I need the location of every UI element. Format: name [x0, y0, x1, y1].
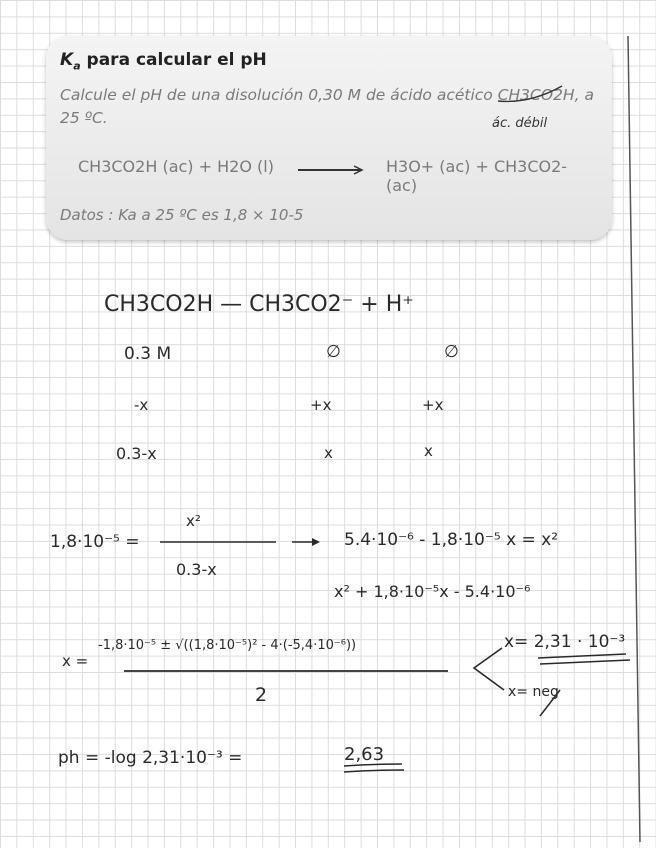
title-k-subscript: a: [73, 59, 81, 73]
solution-branch: [474, 648, 504, 690]
change-hydrogen: +x: [422, 396, 444, 414]
quadratic-formula-numerator: -1,8·10⁻⁵ ± √((1,8·10⁻⁵)² - 4·(-5,4·10⁻⁶)): [98, 638, 357, 653]
problem-text-a: Calcule el pH de una disolución 0,30 M de ácido acético: [60, 86, 498, 104]
dissociation-equation: CH3CO2H — CH3CO2⁻ + H⁺: [104, 292, 414, 317]
ka-arrow-head: [312, 538, 320, 546]
title-k: K: [60, 50, 74, 70]
quadratic-equation: x² + 1,8·10⁻⁵x - 5.4·10⁻⁶: [334, 582, 531, 601]
title-text: para calcular el pH: [80, 50, 267, 70]
reaction-lhs: CH3CO2H (ac) + H2O (l): [78, 157, 274, 176]
ph-result: 2,63: [344, 744, 385, 765]
handwritten-annotation: ác. débil: [492, 116, 548, 131]
x-label: x =: [62, 652, 89, 670]
problem-text-b: , a 25 ºC.: [60, 86, 594, 127]
equilibrium-acid: 0.3-x: [116, 444, 157, 463]
initial-acetate: ∅: [326, 342, 341, 362]
change-acetate: +x: [310, 396, 332, 414]
negative-strike: [540, 690, 560, 716]
ka-rearranged: 5.4·10⁻⁶ - 1,8·10⁻⁵ x = x²: [344, 530, 559, 550]
problem-formula: CH3CO2H: [497, 86, 575, 104]
given-data: Datos : Ka a 25 ºC es 1,8 × 10-5: [60, 206, 304, 224]
equilibrium-acetate: x: [324, 444, 333, 462]
change-acid: -x: [134, 396, 149, 414]
ka-expression: 1,8·10⁻⁵ =: [50, 532, 140, 552]
quadratic-formula-denominator: 2: [255, 684, 268, 706]
initial-acid: 0.3 M: [124, 344, 172, 364]
ka-numerator: x²: [186, 512, 201, 530]
equilibrium-hydrogen: x: [424, 442, 433, 460]
annotation-underline: [498, 86, 562, 101]
reaction-rhs: H3O+ (ac) + CH3CO2- (ac): [386, 157, 568, 195]
right-margin-line: [628, 36, 640, 842]
solution-underline: [538, 654, 630, 664]
x-solution-positive: x= 2,31 · 10⁻³: [504, 632, 626, 652]
ph-calculation: ph = -log 2,31·10⁻³ =: [58, 748, 243, 768]
ph-result-underline: [344, 764, 404, 772]
initial-hydrogen: ∅: [444, 342, 459, 362]
ka-denominator: 0.3-x: [176, 560, 217, 579]
x-solution-negative: x= neg: [508, 684, 559, 700]
